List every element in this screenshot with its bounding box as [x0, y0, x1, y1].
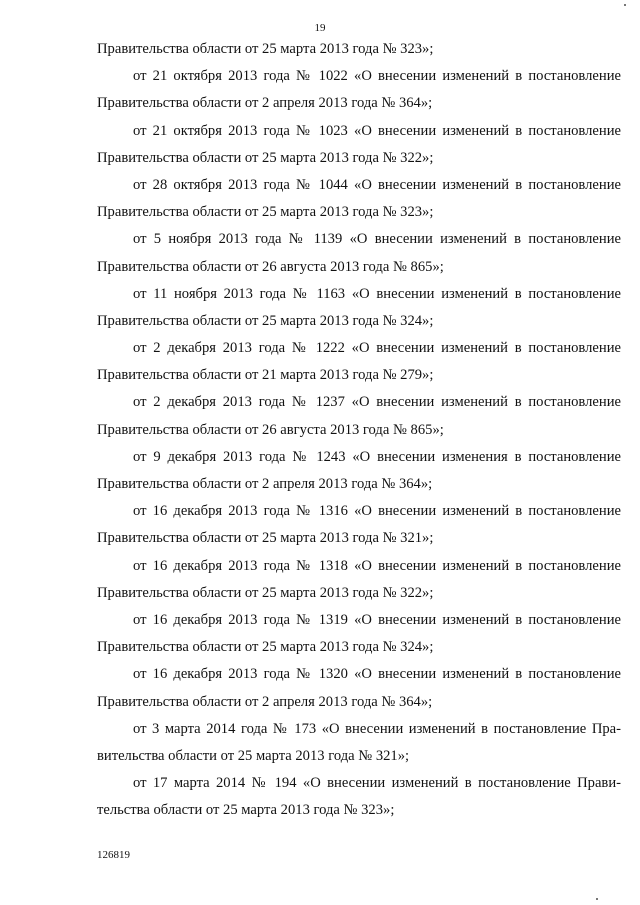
text-line: вительства области от 25 марта 2013 года № 321»;: [97, 747, 410, 764]
text-line: от 2 декабря 2013 года № 1237 «О внесении изменений в постановление: [133, 394, 621, 411]
text-line: от 21 октября 2013 года № 1022 «О внесении изменений в постановление: [133, 68, 621, 85]
text-line: от 2 декабря 2013 года № 1222 «О внесении изменений в постановление: [133, 340, 621, 357]
text-line: Правительства области от 25 марта 2013 года № 322»;: [97, 149, 434, 166]
text-line: Правительства области от 26 августа 2013 года № 865»;: [97, 258, 444, 275]
scan-mark-bottom: [596, 898, 598, 900]
text-line: от 28 октября 2013 года № 1044 «О внесении изменений в постановление: [133, 176, 621, 193]
text-line: от 21 октября 2013 года № 1023 «О внесении изменений в постановление: [133, 122, 621, 139]
text-line: от 9 декабря 2013 года № 1243 «О внесении изменения в постановление: [133, 448, 621, 465]
text-line: от 5 ноября 2013 года № 1139 «О внесении изменений в постановление: [133, 231, 621, 248]
text-line: от 3 марта 2014 года № 173 «О внесении изменений в постановление Пра-: [133, 720, 621, 737]
text-line: Правительства области от 25 марта 2013 года № 324»;: [97, 312, 434, 329]
text-line: Правительства области от 2 апреля 2013 года № 364»;: [97, 95, 433, 112]
text-line: от 16 декабря 2013 года № 1320 «О внесении изменений в постановление: [133, 666, 621, 683]
text-line: Правительства области от 25 марта 2013 года № 324»;: [97, 639, 434, 656]
document-code: 126819: [97, 849, 130, 861]
text-line: от 16 декабря 2013 года № 1316 «О внесении изменений в постановление: [133, 503, 621, 520]
scan-mark-top: [624, 4, 626, 6]
text-line: Правительства области от 25 марта 2013 года № 321»;: [97, 530, 434, 547]
text-line: Правительства области от 2 апреля 2013 года № 364»;: [97, 693, 433, 710]
document-body: [97, 36, 621, 824]
page-number: 19: [314, 22, 326, 34]
text-line: Правительства области от 21 марта 2013 года № 279»;: [97, 367, 434, 384]
text-line: от 17 марта 2014 № 194 «О внесении изменений в постановление Прави-: [133, 775, 621, 792]
text-line: тельства области от 25 марта 2013 года № 323»;: [97, 802, 395, 819]
text-line: Правительства области от 26 августа 2013 года № 865»;: [97, 421, 444, 438]
text-line: от 11 ноября 2013 года № 1163 «О внесении изменений в постановление: [133, 285, 621, 302]
text-line: от 16 декабря 2013 года № 1318 «О внесении изменений в постановление: [133, 557, 621, 574]
text-line: от 16 декабря 2013 года № 1319 «О внесении изменений в постановление: [133, 611, 621, 628]
text-line: Правительства области от 25 марта 2013 года № 323»;: [97, 204, 434, 221]
text-line: Правительства области от 25 марта 2013 года № 322»;: [97, 584, 434, 601]
text-line: Правительства области от 25 марта 2013 года № 323»;: [97, 41, 434, 57]
text-line: Правительства области от 2 апреля 2013 года № 364»;: [97, 476, 433, 492]
